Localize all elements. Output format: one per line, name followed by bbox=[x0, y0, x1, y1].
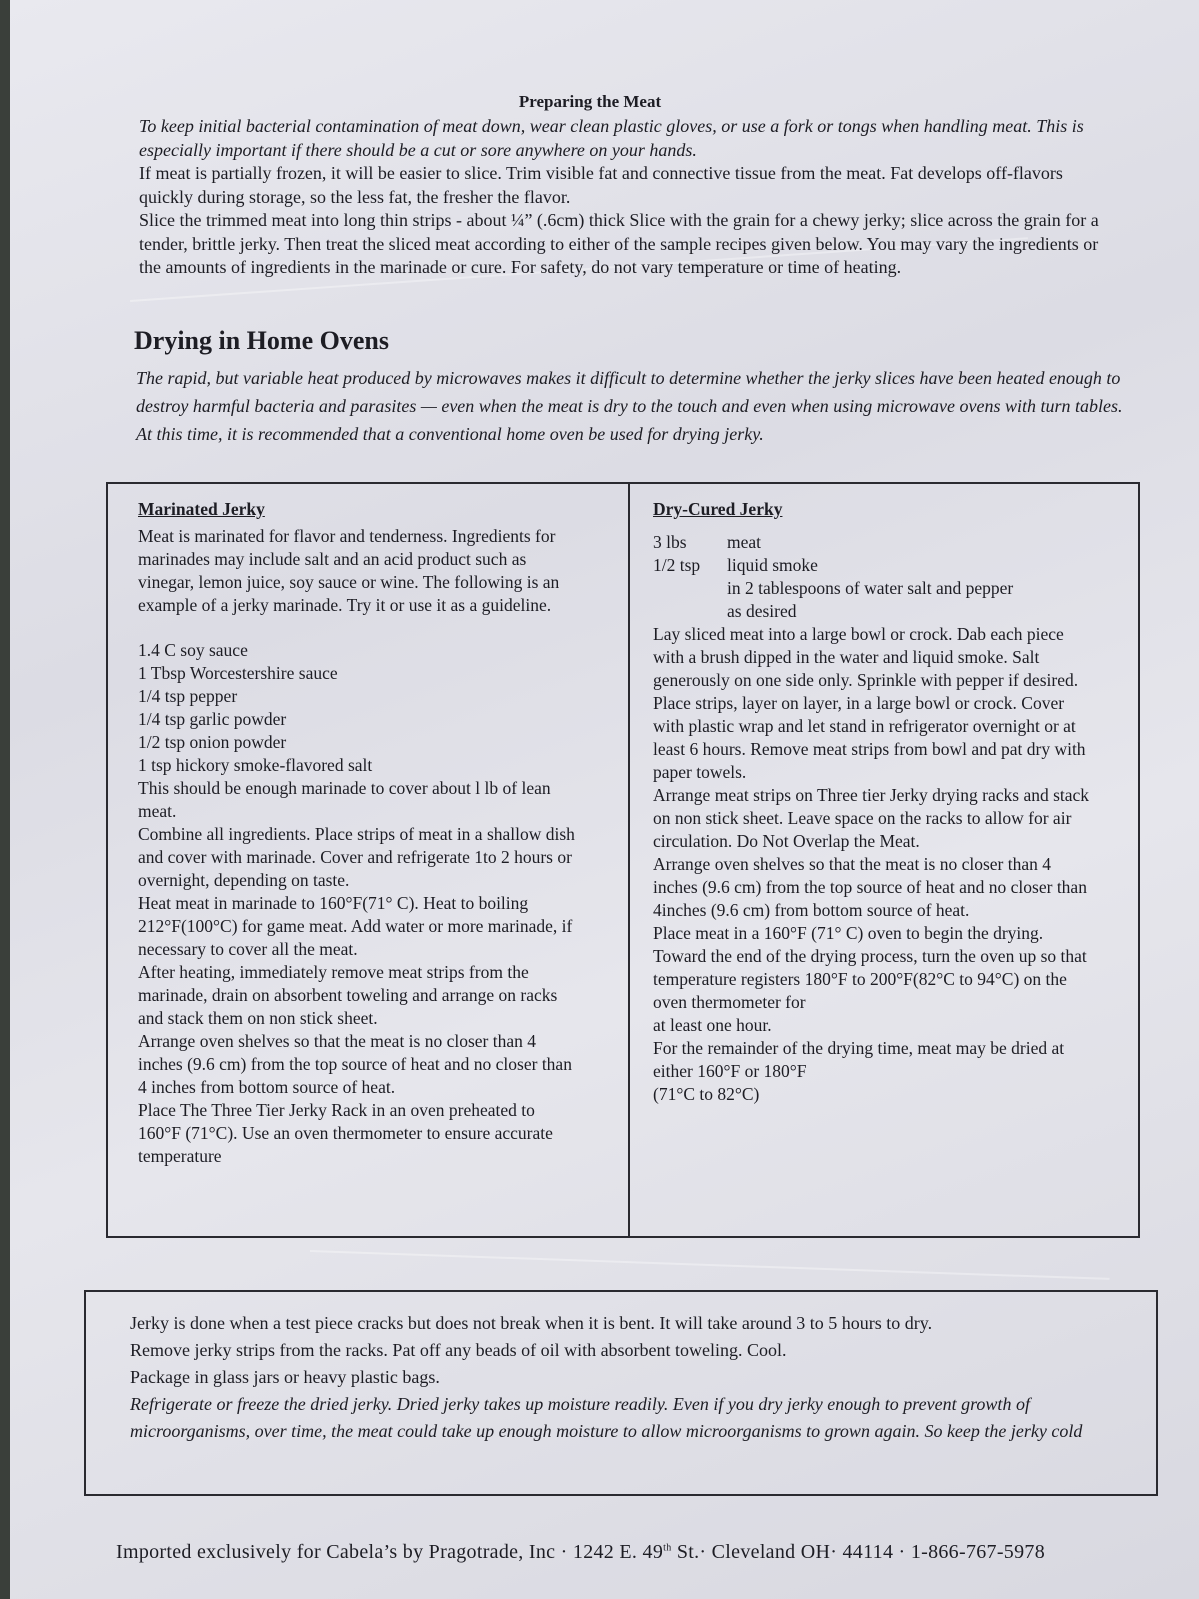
ingredient-item: 1/2 tsp onion powder bbox=[138, 732, 287, 752]
ingredient-note: as desired bbox=[727, 601, 797, 621]
drycured-step: (71°C to 82°C) bbox=[653, 1084, 760, 1104]
doneness-box bbox=[84, 1290, 1158, 1496]
footer-text-1: Imported exclusively for Cabela’s by Pragotrade, Inc · 1242 E. 49 bbox=[116, 1541, 664, 1563]
ingredient-qty: 3 lbs bbox=[653, 532, 687, 552]
marinated-step: This should be enough marinade to cover about l lb of lean meat. bbox=[138, 778, 551, 821]
marinated-heading: Marinated Jerky bbox=[138, 499, 265, 519]
marinated-step: Place The Three Tier Jerky Rack in an oven preheated to 160°F (71°C). Use an oven thermometer to ensure accurate temperature bbox=[138, 1100, 553, 1166]
doneness-text bbox=[130, 1310, 1140, 1445]
ingredient-row bbox=[653, 554, 1093, 577]
drycured-step: Arrange oven shelves so that the meat is no closer than 4 inches (9.6 cm) from the top source of heat and no closer than 4inches (9.6 cm) from bottom source of heat. bbox=[653, 854, 1087, 920]
ingredient-item: 1/4 tsp garlic powder bbox=[138, 709, 287, 729]
ingredient-item: 1.4 C soy sauce bbox=[138, 640, 248, 660]
doneness-line: Remove jerky strips from the racks. Pat off any beads of oil with absorbent toweling. Cool. bbox=[130, 1340, 787, 1360]
ingredient-qty: 1/2 tsp bbox=[653, 555, 701, 575]
drycured-step: at least one hour. bbox=[653, 1015, 772, 1035]
ingredient-name: meat bbox=[727, 532, 762, 552]
marinated-intro: Meat is marinated for flavor and tenderness. Ingredients for marinades may include salt and an acid product such as vinegar, lemon juice, soy sauce or wine. The following is an example of a jerky marinade. Try it or use it as a guideline. bbox=[138, 526, 560, 615]
prep-paragraph-slice: Slice the trimmed meat into long thin strips - about ¼” (.6cm) thick Slice with the grain for a chewy jerky; slice across the grain for a tender, brittle jerky. Then treat the sliced meat according to either of the sample recipes given below. You may vary the ingredients or the amounts of ingredients in the marinade or cure. For safety, do not vary temperature or time of heating. bbox=[139, 210, 1099, 277]
ingredient-note: in 2 tablespoons of water salt and pepper bbox=[727, 578, 1014, 598]
footer-importer bbox=[116, 1541, 1176, 1564]
prep-body bbox=[139, 115, 1099, 280]
ingredient-item: 1 Tbsp Worcestershire sauce bbox=[138, 663, 338, 683]
marinated-step: After heating, immediately remove meat strips from the marinade, drain on absorbent toweling and arrange on racks and stack them on non stick sheet. bbox=[138, 962, 558, 1028]
recipes-box bbox=[106, 482, 1140, 1238]
drycured-column bbox=[653, 498, 1093, 1106]
prep-paragraph-hygiene: To keep initial bacterial contamination of meat down, wear clean plastic gloves, or use a fork or tongs when handling meat. This is especially important if there should be a cut or sore anywhere on your hands. bbox=[139, 116, 1084, 160]
paper-crease bbox=[310, 1250, 1110, 1280]
marinated-step: Combine all ingredients. Place strips of meat in a shallow dish and cover with marinade. Cover and refrigerate 1to 2 hours or overnight, depending on taste. bbox=[138, 824, 575, 890]
drycured-step: Place meat in a 160°F (71° C) oven to begin the drying. Toward the end of the drying process, turn the oven up so that temperature registers 180°F to 200°F(82°C to 94°C) on the oven thermometer for bbox=[653, 923, 1087, 1012]
ingredient-name: liquid smoke bbox=[727, 555, 818, 575]
drycured-step: For the remainder of the drying time, meat may be dried at either 160°F or 180°F bbox=[653, 1038, 1065, 1081]
prep-paragraph-trim: If meat is partially frozen, it will be easier to slice. Trim visible fat and connective tissue from the meat. Fat develops off-flavors quickly during storage, so the less fat, the fresher the flavor. bbox=[139, 163, 1063, 207]
instruction-sheet bbox=[10, 0, 1199, 1599]
doneness-line: Jerky is done when a test piece cracks but does not break when it is bent. It will take around 3 to 5 hours to dry. bbox=[130, 1313, 933, 1333]
footer-superscript: th bbox=[663, 1542, 672, 1554]
drycured-step: Place strips, layer on layer, in a large bowl or crock. Cover with plastic wrap and let stand in refrigerator overnight or at least 6 hours. Remove meat strips from bowl and pat dry with paper towels. bbox=[653, 693, 1086, 782]
ingredient-row bbox=[653, 531, 1093, 554]
drycured-step: Arrange meat strips on Three tier Jerky drying racks and stack on non stick sheet. Leave space on the racks to allow for air circulation. Do Not Overlap the Meat. bbox=[653, 785, 1090, 851]
column-divider bbox=[628, 484, 630, 1236]
drycured-heading: Dry-Cured Jerky bbox=[653, 499, 783, 519]
ingredient-item: 1/4 tsp pepper bbox=[138, 686, 238, 706]
oven-heading: Drying in Home Ovens bbox=[134, 326, 389, 355]
doneness-line: Package in glass jars or heavy plastic bags. bbox=[130, 1367, 440, 1387]
oven-text: The rapid, but variable heat produced by microwaves makes it difficult to determine whether the jerky slices have been heated enough to destroy harmful bacteria and parasites — even when the meat is dry to the touch and even when using microwave ovens with turn tables. At this time, it is recommended that a conventional home oven be used for drying jerky. bbox=[136, 368, 1123, 444]
marinated-step: Heat meat in marinade to 160°F(71° C). Heat to boiling 212°F(100°C) for game meat. Add water or more marinade, if necessary to cover all the meat. bbox=[138, 893, 573, 959]
ingredient-item: 1 tsp hickory smoke-flavored salt bbox=[138, 755, 373, 775]
storage-note: Refrigerate or freeze the dried jerky. Dried jerky takes up moisture readily. Even if you dry jerky enough to prevent growth of microorganisms, over time, the meat could take up enough moisture to allow microorganisms to grown again. So keep the jerky cold bbox=[130, 1394, 1083, 1441]
drycured-step: Lay sliced meat into a large bowl or crock. Dab each piece with a brush dipped in the water and liquid smoke. Salt generously on one side only. Sprinkle with pepper if desired. bbox=[653, 624, 1079, 690]
marinated-column bbox=[138, 498, 578, 1168]
footer-text-2: St.· Cleveland OH· 44114 · 1-866-767-5978 bbox=[671, 1541, 1045, 1563]
marinated-step: Arrange oven shelves so that the meat is no closer than 4 inches (9.6 cm) from the top source of heat and no closer than 4 inches from bottom source of heat. bbox=[138, 1031, 572, 1097]
prep-title: Preparing the Meat bbox=[518, 92, 662, 111]
